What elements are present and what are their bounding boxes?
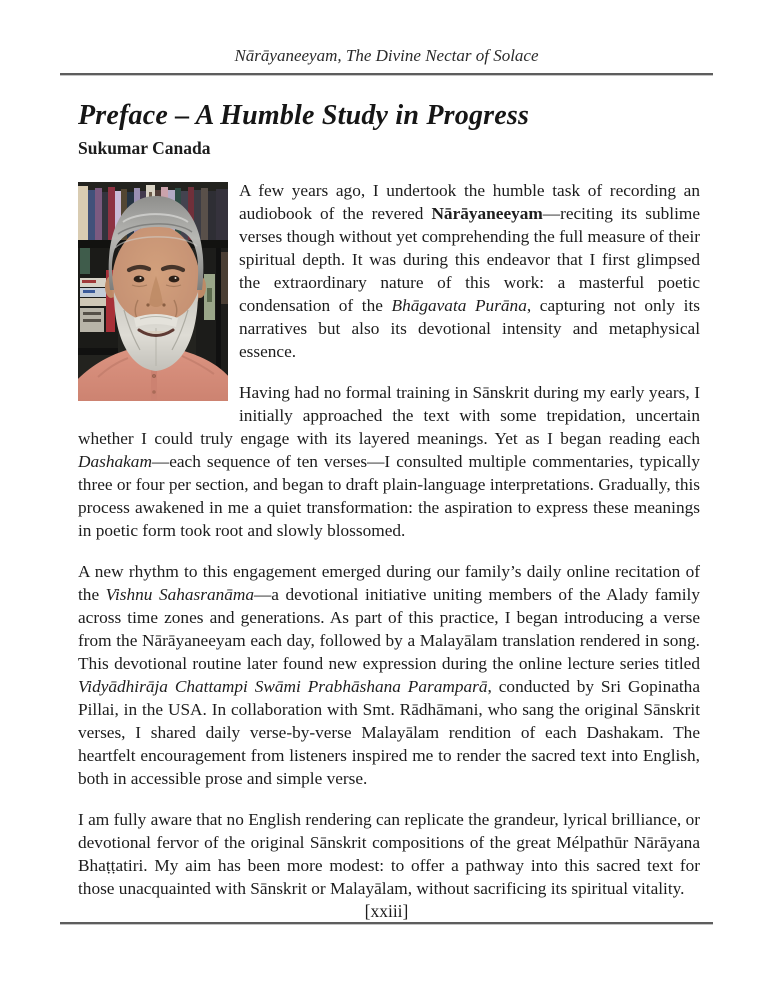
author-photo <box>78 182 228 401</box>
preface-paragraph-2 <box>78 381 700 542</box>
running-header-title: Nārāyaneeyam, The Divine Nectar of Solace <box>234 46 539 65</box>
header-rule <box>60 73 713 76</box>
text-run: Bhāgavata Purāna <box>391 296 527 315</box>
text-run: , conducted by Sri Gopinatha Pillai, in the USA. In collaboration with Smt. Rādhāmani, who sang the original Sānskrit verses, I shared daily verse-by-verse Malayālam rendition of each Dashakam. The heartfelt encouragement from listeners inspired me to render the sacred text into English, both in accessible prose and simple verse. <box>78 677 700 788</box>
footer-rule <box>60 922 713 925</box>
text-run: —a devotional initiative uniting members of the Alady family across time zones and generations. As part of this practice, I began introducing a verse from the Nārāyaneeyam each day, followed by a Malayālam translation rendered in song. This devotional routine later found new expression during the online lecture series titled <box>78 585 700 673</box>
page-title: Preface – A Humble Study in Progress <box>78 100 530 131</box>
preface-paragraph-4 <box>78 808 700 900</box>
text-run: Vidyādhirāja Chattampi Swāmi Prabhāshana Paramparā <box>78 677 488 696</box>
text-run: , capturing not only its narratives but also its devotional intensity and metaphysical essence. <box>239 296 700 361</box>
text-run: Having had no formal training in Sānskrit during my early years, I initially approached the text with some trepidation, uncertain whether I could truly engage with its layered meanings. Yet as I began reading each <box>78 383 700 448</box>
text-run: A new rhythm to this engagement emerged during our family’s daily online recitation of the <box>78 562 700 604</box>
preface-body <box>78 179 700 900</box>
author-name: Sukumar Canada <box>78 138 211 158</box>
text-run: Vishnu Sahasranāma <box>105 585 255 604</box>
text-run: Nārāyaneeyam <box>431 204 543 223</box>
text-run: Dashakam <box>78 452 152 471</box>
text-run: I am fully aware that no English rendering can replicate the grandeur, lyrical brilliance, or devotional fervor of the original Sānskrit compositions of the great Mélpathūr Nārāyana Bhaṭṭatiri. My aim has been more modest: to offer a pathway into this sacred text for those unacquainted with Sānskrit or Malayālam, without sacrificing its spiritual vitality. <box>78 810 700 898</box>
text-run: A few years ago, I undertook the humble task of recording an audiobook of the revered <box>239 181 700 223</box>
portrait-photo-image <box>78 182 228 401</box>
text-run: —each sequence of ten verses—I consulted multiple commentaries, typically three or four per section, and began to draft plain-language interpretations. Gradually, this process awakened in me a quiet transformation: the aspiration to express these meanings in poetic form took root and slowly blossomed. <box>78 452 700 540</box>
text-run: —reciting its sublime verses though without yet comprehending the full measure of their spiritual depth. It was during this endeavor that I first glimpsed the extraordinary nature of this work: a masterful poetic condensation of the <box>239 204 700 315</box>
page-content <box>78 99 700 918</box>
preface-paragraph-3 <box>78 560 700 790</box>
footer-page-number: [xxiii] <box>364 901 409 921</box>
